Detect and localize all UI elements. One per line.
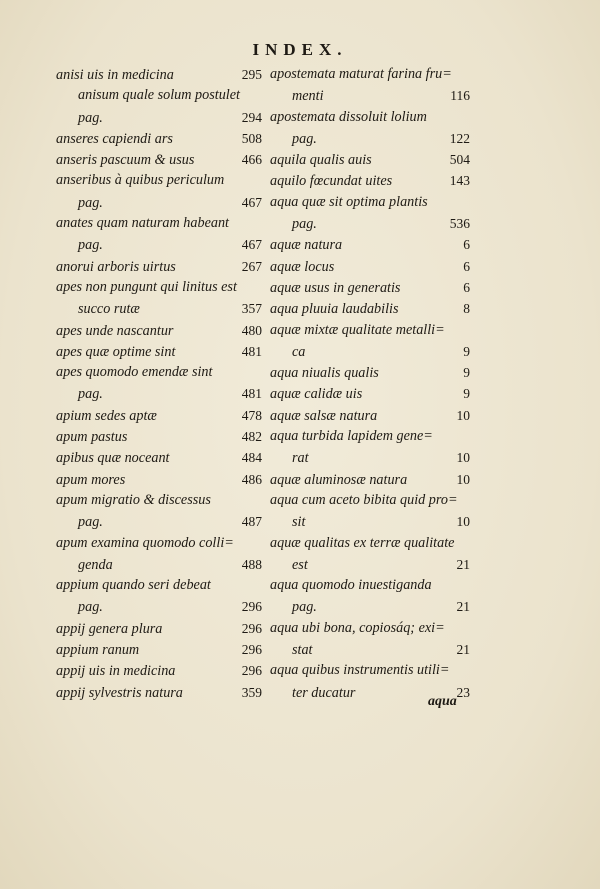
entry-text: aqua quibus instrumentis utili= xyxy=(270,662,450,679)
entry-page-number: 267 xyxy=(241,258,262,274)
index-entry xyxy=(270,469,470,490)
index-entry xyxy=(56,618,262,639)
entry-page-number: 484 xyxy=(241,450,262,466)
index-entry xyxy=(270,596,470,617)
entry-text: apum pastus xyxy=(56,429,128,446)
entry-page-number: 143 xyxy=(449,173,470,189)
entry-text: sit xyxy=(292,514,306,531)
index-entry xyxy=(56,490,262,511)
index-entry xyxy=(56,320,262,341)
entry-page-number: 359 xyxy=(241,684,262,700)
index-entry xyxy=(56,362,262,383)
entry-text: rat xyxy=(292,450,309,467)
index-entry xyxy=(270,426,470,447)
entry-page-number: 504 xyxy=(449,152,470,168)
index-entry xyxy=(270,277,470,298)
entry-page-number: 116 xyxy=(450,88,470,104)
entry-text: aquila qualis auis xyxy=(270,152,372,169)
entry-text: aqua quæ sit optima plantis xyxy=(270,193,428,210)
entry-text: pag. xyxy=(292,130,317,147)
entry-text: aqua pluuia laudabilis xyxy=(270,301,399,318)
entry-page-number: 6 xyxy=(463,258,470,274)
entry-page-number: 295 xyxy=(241,67,262,82)
entry-text: aquæ mixtæ qualitate metalli= xyxy=(270,321,445,338)
index-entry xyxy=(56,575,262,596)
index-entry xyxy=(270,149,470,170)
entry-page-number: 296 xyxy=(241,642,262,658)
entry-text: apum mores xyxy=(56,471,126,488)
index-entry xyxy=(56,639,262,660)
index-entry xyxy=(56,405,262,426)
entry-text: aquæ natura xyxy=(270,237,343,254)
entry-text: aquæ usus in generatis xyxy=(270,279,401,296)
entry-text: appij sylvestris natura xyxy=(56,684,183,701)
index-entry xyxy=(270,575,470,596)
entry-page-number: 466 xyxy=(241,152,262,168)
entry-text: ter ducatur xyxy=(292,684,356,701)
index-entry xyxy=(56,298,262,319)
index-entry xyxy=(56,192,262,213)
entry-text: aquæ qualitas ex terræ qualitate xyxy=(270,534,455,551)
index-entry xyxy=(270,128,470,149)
entry-text: apostemata dissoluit lolium xyxy=(270,108,427,125)
index-entry xyxy=(270,618,470,639)
entry-page-number: 9 xyxy=(463,343,470,359)
entry-page-number: 481 xyxy=(241,386,262,402)
entry-text: pag. xyxy=(292,599,317,616)
entry-text: aqua turbida lapidem gene= xyxy=(270,428,433,445)
index-entry xyxy=(56,383,262,404)
entry-text: apes unde nascantur xyxy=(56,322,174,339)
index-entry xyxy=(270,85,470,106)
entry-page-number: 6 xyxy=(463,237,470,253)
entry-text: aquilo fœcundat uites xyxy=(270,173,393,190)
entry-text: pag. xyxy=(78,237,103,254)
entry-text: pag. xyxy=(78,109,103,126)
entry-text: ca xyxy=(292,343,306,360)
index-entry xyxy=(270,256,470,277)
entry-text: genda xyxy=(78,556,113,573)
entry-page-number: 21 xyxy=(456,599,470,615)
index-entry xyxy=(270,213,470,234)
index-entry xyxy=(56,447,262,468)
entry-text: anseris pascuum & usus xyxy=(56,152,195,169)
index-entry xyxy=(56,660,262,681)
entry-page-number: 478 xyxy=(241,407,262,423)
index-entry xyxy=(56,511,262,532)
entry-page-number: 480 xyxy=(241,322,262,338)
entry-page-number: 296 xyxy=(241,663,262,679)
index-entry xyxy=(270,511,470,532)
entry-text: apes non pungunt qui linitus est xyxy=(56,278,237,295)
entry-text: pag. xyxy=(78,599,103,616)
entry-page-number: 294 xyxy=(241,109,262,125)
index-entry xyxy=(270,362,470,383)
index-entry xyxy=(270,192,470,213)
index-entry xyxy=(270,170,470,191)
entry-page-number: 10 xyxy=(456,514,470,530)
entry-page-number: 296 xyxy=(241,620,262,636)
entry-text: apes quomodo emendæ sint xyxy=(56,364,213,381)
entry-text: pag. xyxy=(78,194,103,211)
entry-text: appium quando seri debeat xyxy=(56,577,211,594)
entry-text: anisi uis in medicina xyxy=(56,67,174,83)
entry-text: menti xyxy=(292,88,324,105)
entry-page-number: 8 xyxy=(463,301,470,317)
index-entry xyxy=(270,639,470,660)
entry-text: apium sedes aptæ xyxy=(56,407,157,424)
entry-page-number: 487 xyxy=(241,514,262,530)
index-entry xyxy=(56,64,262,85)
index-entry xyxy=(56,596,262,617)
index-entry xyxy=(270,383,470,404)
entry-text: anseribus à quibus periculum xyxy=(56,172,225,189)
index-entry xyxy=(56,256,262,277)
entry-text: apum migratio & discessus xyxy=(56,491,211,508)
catchword: aqua xyxy=(428,694,457,709)
entry-page-number: 21 xyxy=(456,642,470,658)
index-entry xyxy=(270,660,470,681)
entry-text: anates quam naturam habeant xyxy=(56,215,230,232)
entry-text: aqua ubi bona, copiosáq; exi= xyxy=(270,619,445,636)
index-entry xyxy=(56,682,262,703)
entry-page-number: 6 xyxy=(463,279,470,295)
entry-text: aquæ calidæ uis xyxy=(270,386,363,403)
entry-text: appij genera plura xyxy=(56,620,163,637)
index-entry xyxy=(56,149,262,170)
entry-page-number: 10 xyxy=(456,407,470,423)
index-entry xyxy=(56,128,262,149)
entry-text: aqua cum aceto bibita quid pro= xyxy=(270,491,458,508)
entry-page-number: 488 xyxy=(241,556,262,572)
entry-page-number: 536 xyxy=(449,216,470,232)
index-entry xyxy=(56,277,262,298)
entry-page-number: 9 xyxy=(463,365,470,381)
entry-page-number: 481 xyxy=(241,343,262,359)
index-entry xyxy=(270,107,470,128)
entry-page-number: 296 xyxy=(241,599,262,615)
entry-page-number: 467 xyxy=(241,237,262,253)
entry-text: est xyxy=(292,556,308,573)
index-entry xyxy=(270,405,470,426)
entry-text: anseres capiendi ars xyxy=(56,130,173,147)
entry-text: pag. xyxy=(78,386,103,403)
entry-text: anorui arboris uirtus xyxy=(56,258,176,275)
index-entry xyxy=(270,533,470,554)
entry-page-number: 21 xyxy=(456,556,470,572)
index-entry xyxy=(56,469,262,490)
index-entry xyxy=(270,298,470,319)
entry-text: aquæ aluminosæ natura xyxy=(270,471,408,488)
index-entry xyxy=(56,170,262,191)
entry-text: pag. xyxy=(292,216,317,233)
entry-page-number: 9 xyxy=(463,386,470,402)
entry-text: aqua quomodo inuestiganda xyxy=(270,577,432,594)
index-entry xyxy=(56,426,262,447)
entry-text: apum examina quomodo colli= xyxy=(56,534,234,551)
index-entry xyxy=(56,341,262,362)
entry-text: stat xyxy=(292,642,313,659)
entry-page-number: 10 xyxy=(456,450,470,466)
index-entry xyxy=(270,447,470,468)
entry-text: aquæ salsæ natura xyxy=(270,407,378,424)
entry-text: apostemata maturat farina fru= xyxy=(270,66,452,82)
index-column-left xyxy=(56,64,262,703)
index-entry xyxy=(270,64,470,85)
entry-text: aquæ locus xyxy=(270,258,335,275)
index-entry xyxy=(56,554,262,575)
entry-text: apes quæ optime sint xyxy=(56,343,176,360)
index-entry xyxy=(270,341,470,362)
entry-text: apibus quæ noceant xyxy=(56,450,170,467)
index-entry xyxy=(56,107,262,128)
index-entry xyxy=(56,213,262,234)
entry-text: aqua niualis qualis xyxy=(270,365,379,382)
index-column-right xyxy=(270,64,470,703)
entry-page-number: 508 xyxy=(241,130,262,146)
entry-text: anisum quale solum postulet xyxy=(78,87,240,104)
entry-text: succo rutæ xyxy=(78,301,140,318)
index-entry xyxy=(270,320,470,341)
index-entry xyxy=(270,554,470,575)
index-entry xyxy=(270,234,470,255)
entry-page-number: 122 xyxy=(449,130,470,146)
entry-text: appij uis in medicina xyxy=(56,663,176,680)
entry-page-number: 23 xyxy=(456,684,470,700)
index-entry xyxy=(56,533,262,554)
entry-page-number: 357 xyxy=(241,301,262,317)
index-entry xyxy=(56,234,262,255)
page-header: INDEX. xyxy=(252,40,348,59)
entry-text: appium ranum xyxy=(56,642,140,659)
entry-page-number: 482 xyxy=(241,429,262,445)
index-entry xyxy=(56,85,262,106)
entry-page-number: 10 xyxy=(456,471,470,487)
entry-text: pag. xyxy=(78,514,103,531)
index-entry xyxy=(270,490,470,511)
entry-page-number: 467 xyxy=(241,194,262,210)
entry-page-number: 486 xyxy=(241,471,262,487)
